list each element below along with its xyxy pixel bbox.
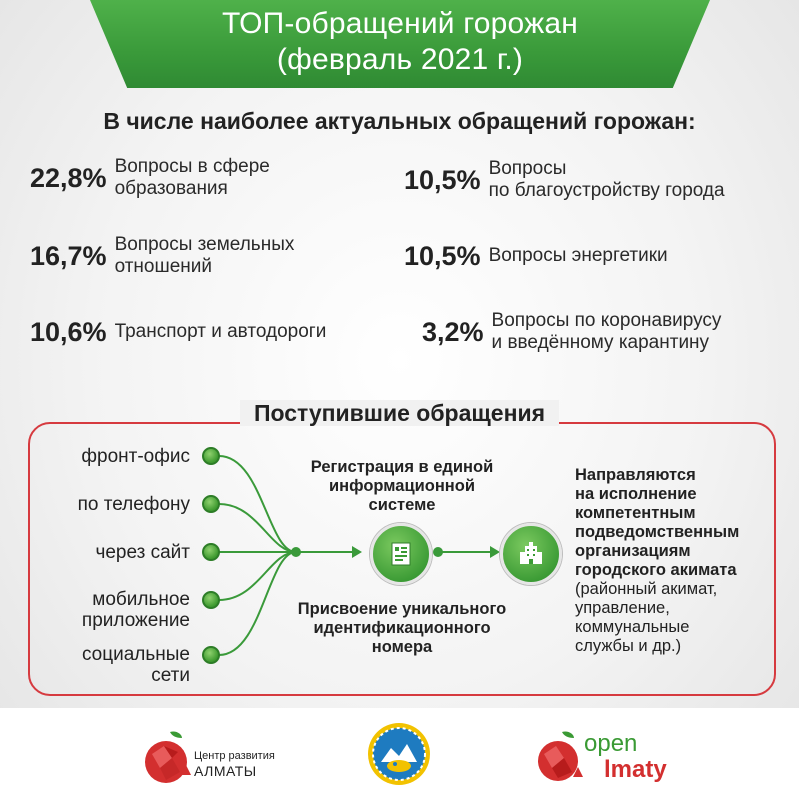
registration-line: информационной — [329, 477, 475, 495]
stat-label-line: Вопросы по коронавирусу — [491, 310, 722, 331]
stat-label-line: отношений — [114, 256, 213, 277]
channel-label: через сайт — [95, 542, 190, 563]
channel-social — [40, 644, 190, 686]
stat-percent: 10,5% — [404, 240, 481, 271]
stat-label-line: Вопросы — [488, 158, 567, 179]
stat-label-line: Вопросы энергетики — [488, 245, 668, 266]
apple-logo-icon — [142, 728, 192, 786]
stat-label-line: и введённому карантину — [491, 332, 710, 353]
logo-right-line-1: open — [584, 730, 638, 757]
triangle-icon — [572, 766, 584, 778]
channel-label: по телефону — [77, 494, 190, 515]
execution-line: (районный акимат, — [575, 580, 718, 598]
channel-website — [40, 542, 190, 563]
execution-line: городского акимата — [575, 561, 737, 579]
footer — [0, 708, 799, 800]
execution-line: на исполнение — [575, 485, 697, 503]
registration-line: Регистрация в единой — [310, 458, 494, 476]
registration-step — [282, 458, 522, 515]
channel-dot — [202, 495, 220, 513]
execution-line: компетентным — [575, 504, 696, 522]
channel-label: мобильное — [92, 589, 190, 610]
stat-label-line: Транспорт и автодороги — [114, 321, 327, 342]
channel-mobile-app — [40, 589, 190, 631]
stat-percent: 22,8% — [30, 162, 107, 193]
almaty-emblem-icon — [367, 722, 431, 786]
building-icon-glyph — [516, 539, 546, 569]
execution-line: Направляются — [575, 466, 696, 484]
registration-line: системе — [368, 496, 436, 514]
execution-step — [575, 466, 775, 656]
channel-dot — [202, 543, 220, 561]
title-line-2: (февраль 2021 г.) — [276, 43, 524, 76]
stat-percent: 10,5% — [404, 164, 481, 195]
channel-label: приложение — [81, 610, 190, 631]
stat-label-line: Вопросы в сфере — [114, 156, 270, 177]
channel-phone — [40, 494, 190, 515]
channel-label: сети — [151, 665, 190, 686]
channel-dot — [202, 591, 220, 609]
stat-percent: 16,7% — [30, 240, 107, 271]
channel-dot — [202, 447, 220, 465]
stat-percent: 3,2% — [422, 316, 484, 347]
execution-line: подведомственным — [575, 523, 740, 541]
building-icon — [500, 523, 562, 585]
logo-right-line-2: lmaty — [604, 756, 667, 783]
document-icon — [370, 523, 432, 585]
logo-left-line-2: АЛМАТЫ — [194, 763, 257, 779]
document-icon-glyph — [386, 539, 416, 569]
identifier-step — [272, 600, 532, 657]
incoming-title-text: Поступившие обращения — [240, 400, 559, 426]
execution-line: управление, — [575, 599, 670, 617]
identifier-line: номера — [371, 638, 433, 656]
logo-left-line-1: Центр развития — [194, 750, 275, 762]
stat-label-line: Вопросы земельных — [114, 234, 295, 255]
stat-percent: 10,6% — [30, 316, 107, 347]
title-line-1: ТОП-обращений горожан — [221, 7, 579, 40]
channel-label: социальные — [81, 644, 190, 665]
execution-line: организациям — [575, 542, 691, 560]
stat-label-line: по благоустройству города — [488, 180, 725, 201]
identifier-line: Присвоение уникального — [297, 600, 507, 618]
channel-label: фронт-офис — [81, 446, 190, 467]
identifier-line: идентификационного — [313, 619, 491, 637]
channel-front-office — [40, 446, 190, 467]
execution-line: службы и др.) — [575, 637, 682, 655]
section-subtitle: В числе наиболее актуальных обращений горожан: — [103, 108, 696, 134]
triangle-icon — [180, 764, 192, 776]
execution-line: коммунальные — [575, 618, 690, 636]
stat-label-line: образования — [114, 178, 228, 199]
channel-dot — [202, 646, 220, 664]
